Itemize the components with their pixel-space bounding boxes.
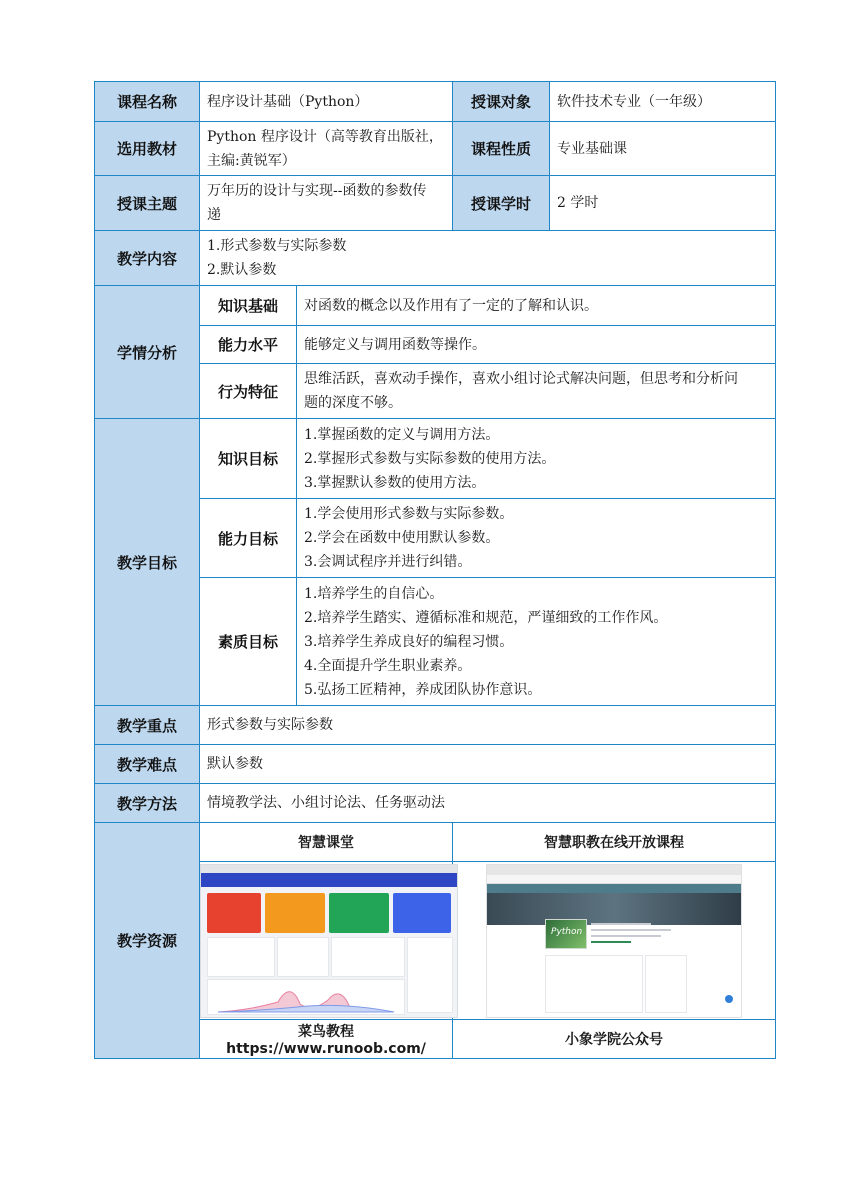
course-name-label: 课程名称 (95, 82, 200, 122)
goal-line: 2.掌握形式参数与实际参数的使用方法。 (304, 450, 556, 467)
behavior-value (297, 364, 776, 419)
goal-line: 2.学会在函数中使用默认参数。 (304, 530, 500, 546)
course-info-line (591, 935, 661, 937)
ability-goal-value (297, 499, 776, 578)
goal-line: 3.会调试程序并进行纠错。 (304, 554, 472, 570)
goal-line: 1.掌握函数的定义与调用方法。 (304, 426, 500, 443)
row-knowledge-goal (95, 419, 776, 499)
analysis-line: 题的深度不够。 (304, 395, 402, 411)
goals-label: 教学目标 (95, 419, 200, 706)
dashboard-card (393, 893, 451, 933)
dashboard-panel (277, 937, 329, 977)
hours-value: 2 学时 (550, 176, 776, 231)
content-value (200, 231, 776, 286)
method-value: 情境教学法、小组讨论法、任务驱动法 (200, 784, 776, 823)
knowledge-goal-label: 知识目标 (200, 419, 297, 499)
method-label: 教学方法 (95, 784, 200, 823)
python-course-logo (545, 919, 587, 949)
key-point-label: 教学重点 (95, 706, 200, 745)
behavior-label: 行为特征 (200, 364, 297, 419)
browser-tab-bar (201, 865, 457, 873)
key-point-value: 形式参数与实际参数 (200, 706, 776, 745)
row-topic (95, 176, 776, 231)
knowledge-goal-value (297, 419, 776, 499)
content-line: 2.默认参数 (207, 262, 277, 278)
goal-line: 2.培养学生踏实、遵循标准和规范，严谨细致的工作作风。 (304, 609, 668, 626)
difficulty-value: 默认参数 (200, 745, 776, 784)
goal-line: 3.培养学生养成良好的编程习惯。 (304, 633, 514, 650)
course-info-line (591, 923, 651, 925)
analysis-line: 对函数的概念以及作用有了一定的了解和认识。 (304, 297, 598, 314)
course-nature-value: 专业基础课 (550, 122, 776, 176)
course-info-line (591, 929, 671, 931)
browser-tab-bar (487, 865, 741, 875)
ability-level-value (297, 326, 776, 364)
analysis-line: 能够定义与调用函数等操作。 (304, 336, 486, 353)
topic-line: 万年历的设计与实现--函数的参数传 (207, 183, 427, 199)
row-knowledge-base (95, 286, 776, 326)
row-content (95, 231, 776, 286)
textbook-line: 主编:黄锐军） (207, 152, 296, 169)
analysis-line: 思维活跃，喜欢动手操作，喜欢小组讨论式解决问题，但思考和分析问 (304, 371, 738, 387)
course-catalog-panel (545, 955, 643, 1013)
runoob-caption: 菜鸟教程 https://www.runoob.com/ (200, 1020, 453, 1059)
goal-line: 4.全面提升学生职业素养。 (304, 657, 472, 674)
dashboard-panel (207, 937, 275, 977)
row-method (95, 784, 776, 823)
site-header (487, 875, 741, 884)
difficulty-label: 教学难点 (95, 745, 200, 784)
area-chart-icon (208, 980, 404, 1014)
smart-classroom-screenshot (200, 864, 458, 1018)
dashboard-card (265, 893, 325, 933)
knowledge-base-value (297, 286, 776, 326)
row-difficulty (95, 745, 776, 784)
row-course-name (95, 82, 776, 122)
audience-value: 软件技术专业（一年级） (550, 82, 776, 122)
ability-goal-label: 能力目标 (200, 499, 297, 578)
dashboard-card (329, 893, 389, 933)
course-banner (487, 893, 741, 925)
logo-text: Python (551, 926, 583, 937)
dashboard-panel (331, 937, 405, 977)
dashboard-card (207, 893, 261, 933)
content-line: 1.形式参数与实际参数 (207, 238, 347, 254)
dashboard-panel (407, 937, 453, 1013)
row-textbook (95, 122, 776, 176)
goal-line: 1.学会使用形式参数与实际参数。 (304, 506, 514, 522)
quality-goal-label: 素质目标 (200, 578, 297, 706)
topic-label: 授课主题 (95, 176, 200, 231)
lesson-plan-table (94, 81, 776, 1059)
dashboard-chart-panel (207, 979, 405, 1015)
goal-line: 5.弘扬工匠精神，养成团队协作意识。 (304, 681, 542, 698)
smart-classroom-title: 智慧课堂 (200, 823, 453, 862)
analysis-label: 学情分析 (95, 286, 200, 419)
enroll-button (591, 941, 631, 943)
site-nav-bar (487, 884, 741, 893)
quality-goal-value (297, 578, 776, 706)
textbook-value (200, 122, 453, 176)
resources-label: 教学资源 (95, 823, 200, 1059)
course-name-value: 程序设计基础（Python） (200, 82, 453, 122)
textbook-label: 选用教材 (95, 122, 200, 176)
open-course-cell (453, 862, 776, 1020)
app-header-bar (201, 873, 457, 887)
knowledge-base-label: 知识基础 (200, 286, 297, 326)
smart-classroom-cell (200, 862, 453, 1020)
goal-line: 3.掌握默认参数的使用方法。 (304, 474, 486, 491)
xiaoxiang-caption: 小象学院公众号 (453, 1020, 776, 1059)
open-course-title: 智慧职教在线开放课程 (453, 823, 776, 862)
topic-line: 递 (207, 207, 221, 223)
row-key-point (95, 706, 776, 745)
topic-value (200, 176, 453, 231)
content-label: 教学内容 (95, 231, 200, 286)
open-course-screenshot (486, 864, 742, 1018)
audience-label: 授课对象 (453, 82, 550, 122)
hours-label: 授课学时 (453, 176, 550, 231)
row-resources-titles (95, 823, 776, 862)
ability-level-label: 能力水平 (200, 326, 297, 364)
goal-line: 1.培养学生的自信心。 (304, 585, 444, 602)
textbook-line: Python 程序设计（高等教育出版社， (207, 128, 443, 145)
help-icon (725, 995, 733, 1003)
course-nature-label: 课程性质 (453, 122, 550, 176)
teacher-panel (645, 955, 687, 1013)
